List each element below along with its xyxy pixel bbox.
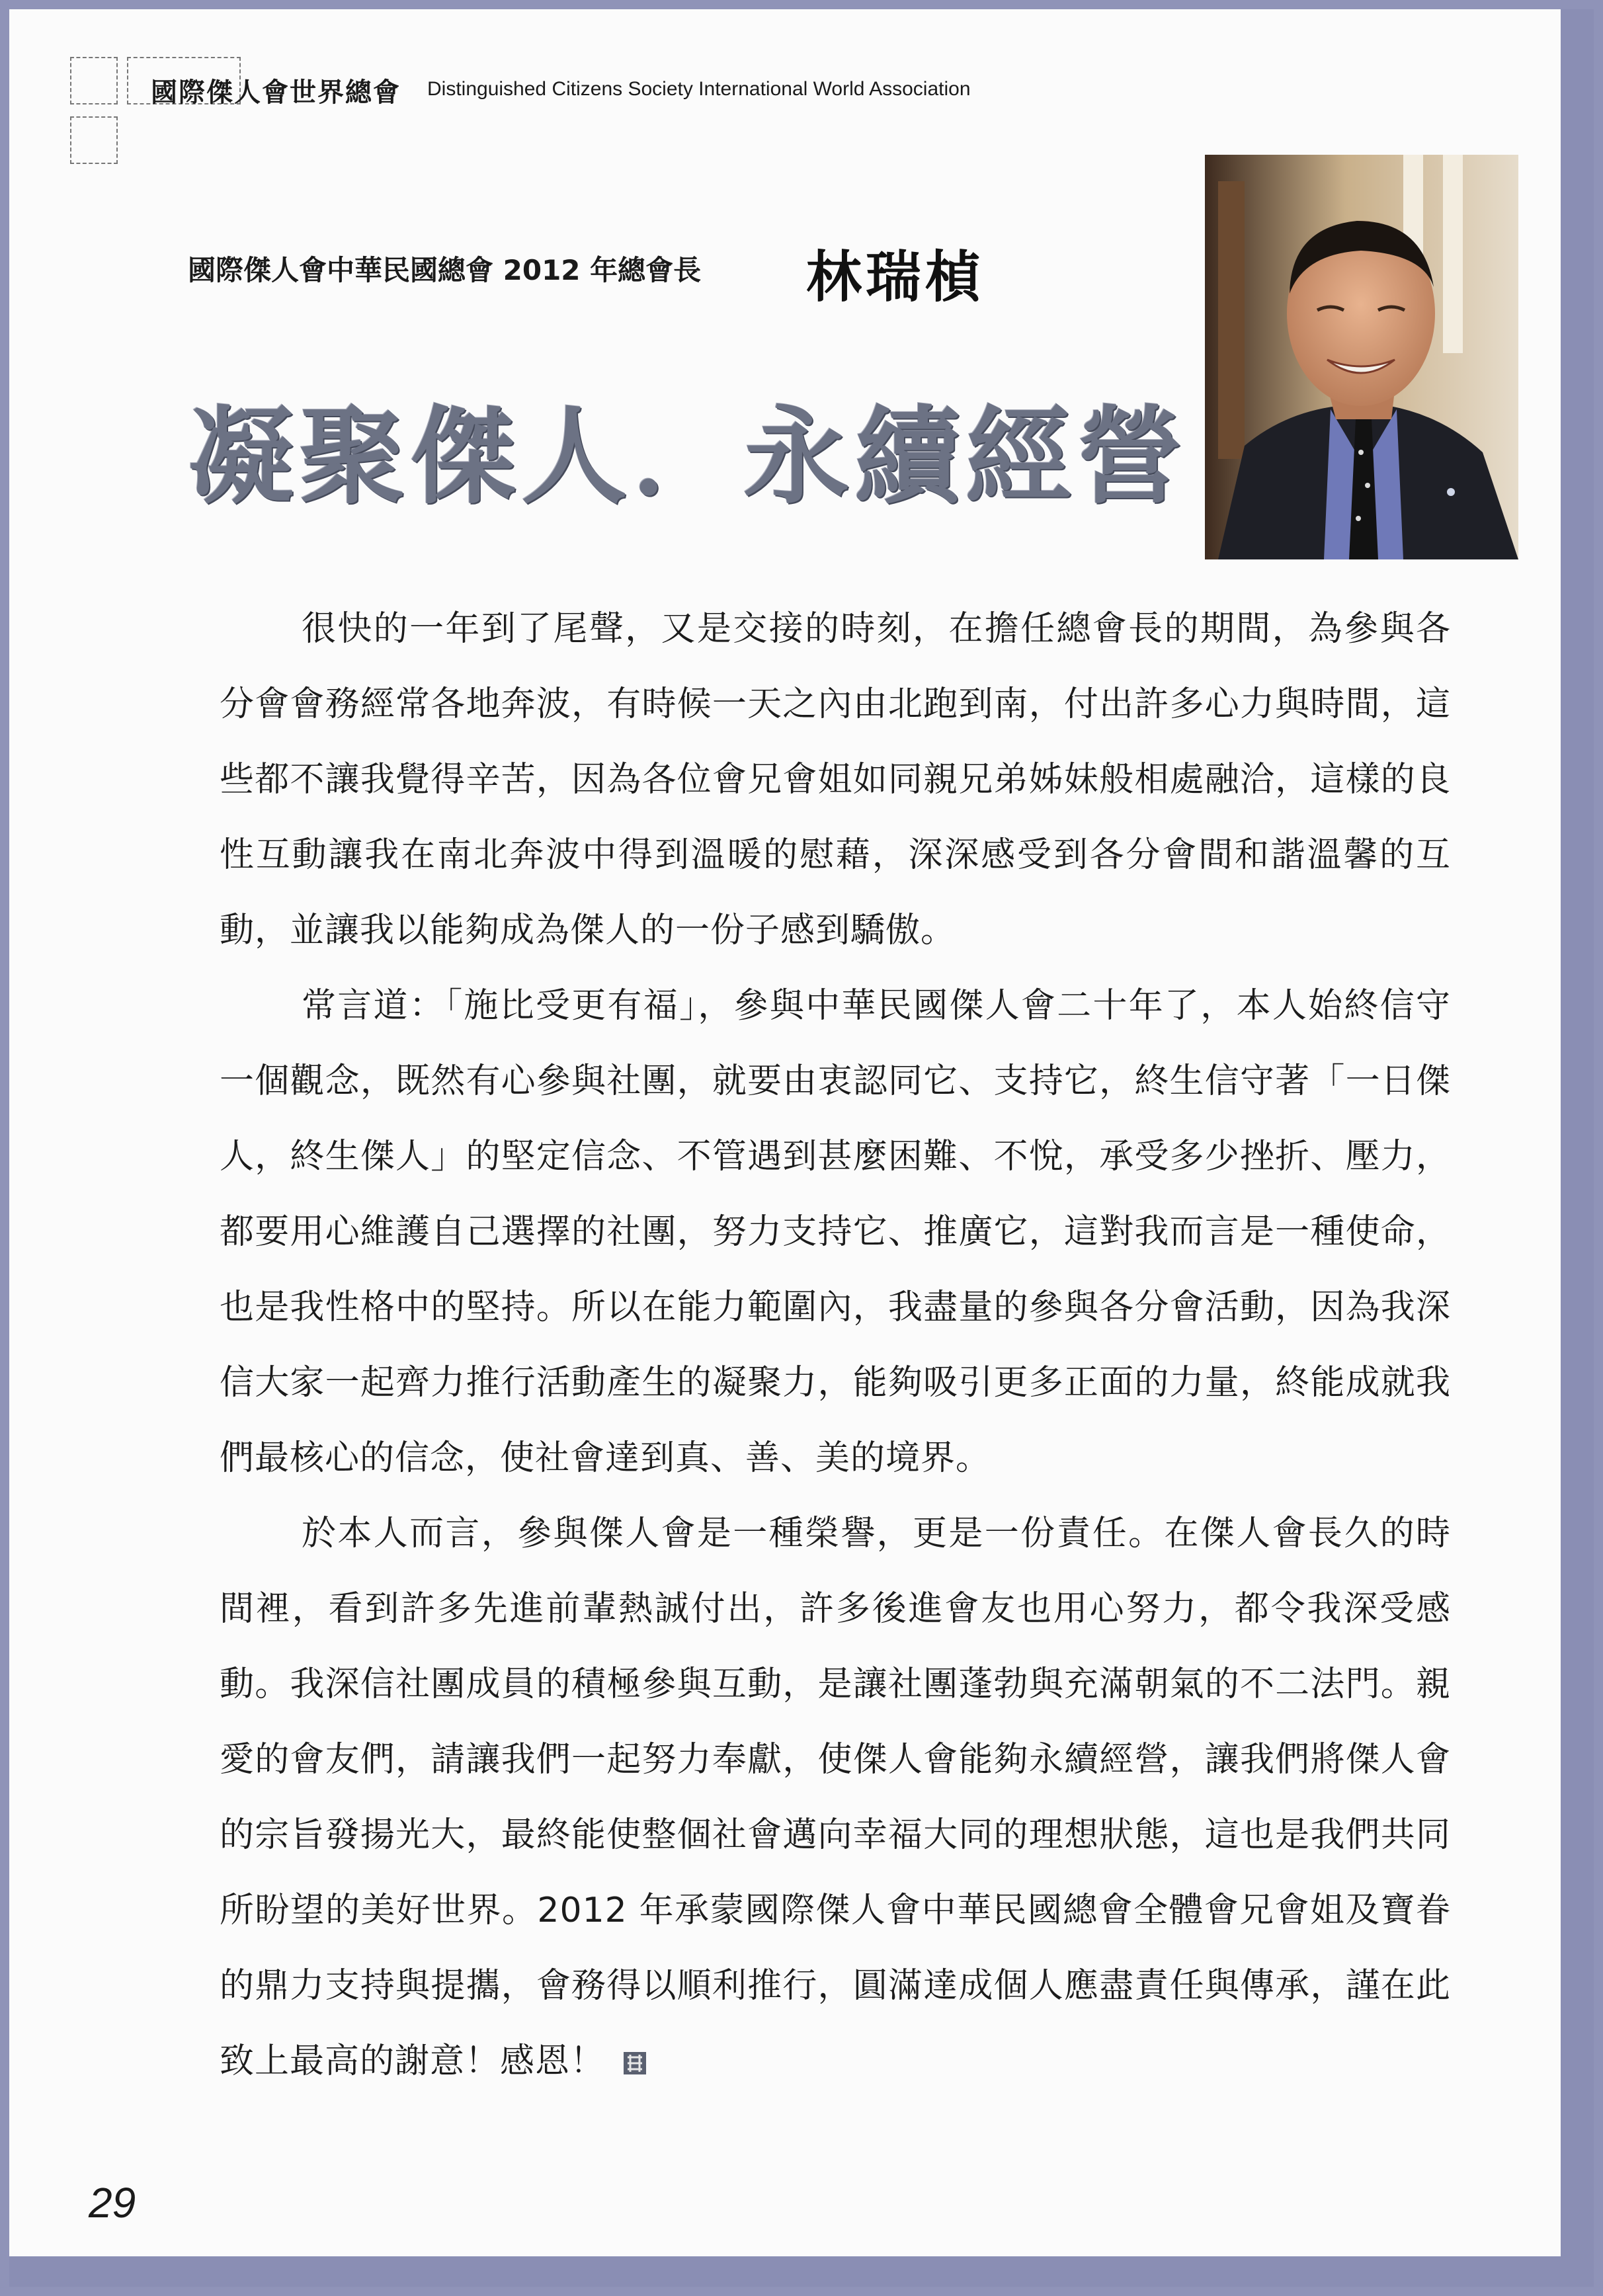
article-title: 凝聚傑人．永續經營: [188, 394, 1188, 518]
magazine-page: [9, 9, 1594, 2287]
author-name: 林瑞楨: [806, 244, 985, 309]
article-paragraph-text: 於本人而言，參與傑人會是一種榮譽，更是一份責任。在傑人會長久的時間裡，看到許多先進前輩熱誠付出，許多後進會友也用心努力，都令我深受感動。我深信社團成員的積極參與互動，是讓社團蓬勃與充滿朝氣的不二法門。親愛的會友們，請讓我們一起努力奉獻，使傑人會能夠永續經營，讓我們將傑人會的宗旨發揚光大，最終能使整個社會邁向幸福大同的理想狀態，這也是我們共同所盼望的美好世界。2012 年承蒙國際傑人會中華民國總會全體會兄會姐及寶眷的鼎力支持與提攜，會務得以順利推行，圓滿達成個人應盡責任與傳承，謹在此致上最高的謝意！感恩！: [220, 1514, 1451, 2081]
author-position: 國際傑人會中華民國總會 2012 年總會長: [188, 254, 702, 286]
article-paragraph-last: [220, 1496, 1451, 2099]
right-border-strip: [1561, 9, 1594, 2287]
end-of-article-icon: [624, 2052, 646, 2074]
header-org-name: 國際傑人會世界總會: [151, 77, 401, 108]
article-paragraph: 常言道：「施比受更有福」，參與中華民國傑人會二十年了，本人始終信守一個觀念，既然有心參與社團，就要由衷認同它、支持它，終生信守著「一日傑人，終生傑人」的堅定信念、不管遇到甚麼困難、不悅，承受多少挫折、壓力，都要用心維護自己選擇的社團，努力支持它、推廣它，這對我而言是一種使命，也是我性格中的堅持。所以在能力範圍內，我盡量的參與各分會活動，因為我深信大家一起齊力推行活動產生的凝聚力，能夠吸引更多正面的力量，終能成就我們最核心的信念，使社會達到真、善、美的境界。: [220, 986, 1451, 1478]
bottom-border-strip: [9, 2256, 1594, 2287]
article-body: [220, 591, 1451, 2099]
author-portrait: [1205, 155, 1518, 559]
page-number: 29: [89, 2179, 136, 2227]
header-org-name-english: Distinguished Citizens Society International World Association: [427, 78, 971, 100]
article-paragraph: 很快的一年到了尾聲，又是交接的時刻，在擔任總會長的期間，為參與各分會會務經常各地奔波，有時候一天之內由北跑到南，付出許多心力與時間，這些都不讓我覺得辛苦，因為各位會兄會姐如同親兄弟姊妹般相處融洽，這樣的良性互動讓我在南北奔波中得到溫暖的慰藉，深深感受到各分會間和諧溫馨的互動，並讓我以能夠成為傑人的一份子感到驕傲。: [220, 609, 1451, 950]
